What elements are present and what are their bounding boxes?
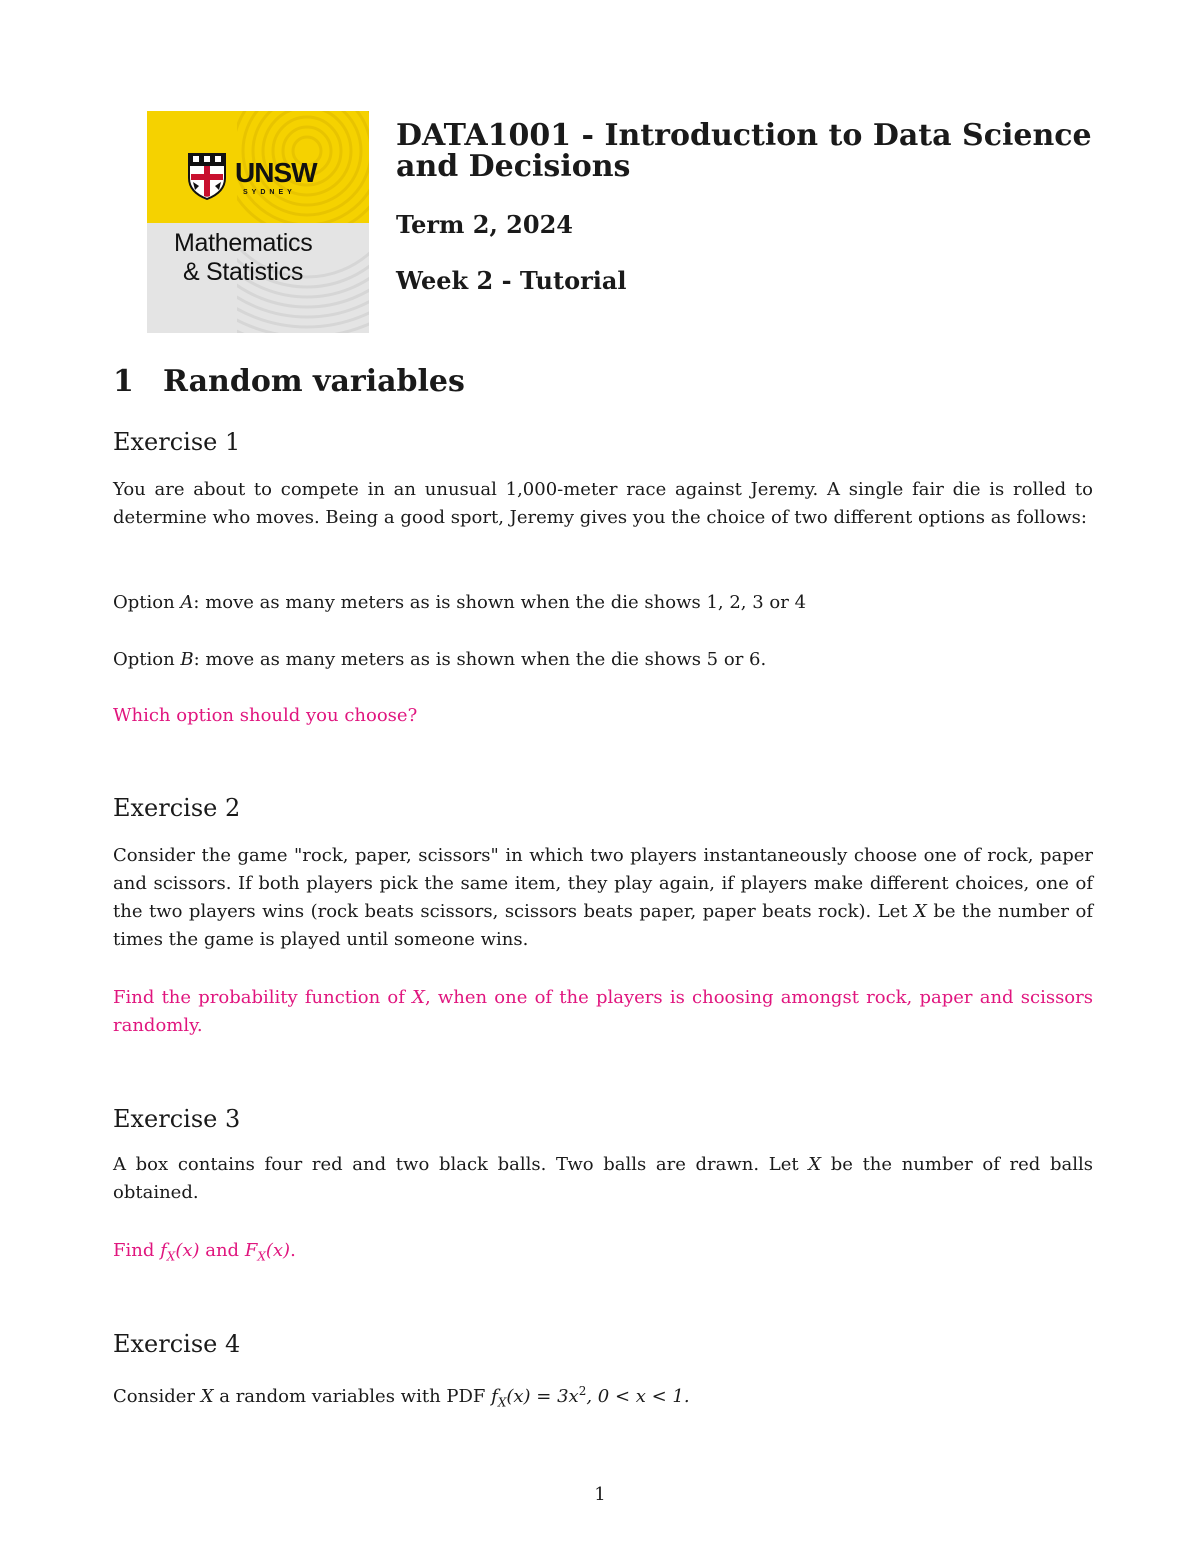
exercise-3-heading: Exercise 3 [113, 1105, 241, 1133]
exercise-2-heading: Exercise 2 [113, 794, 241, 822]
exercise-1-question: Which option should you choose? [113, 705, 418, 726]
week-label: Week 2 - Tutorial [396, 266, 627, 295]
logo-yellow-panel [147, 111, 369, 223]
logo-dept-line2: & Statistics [183, 258, 304, 286]
term-label: Term 2, 2024 [396, 210, 573, 239]
page-number: 1 [594, 1484, 606, 1505]
exercise-1-heading: Exercise 1 [113, 428, 241, 456]
section-number: 1 [113, 364, 134, 399]
logo-unsw-text: UNSW [235, 157, 317, 188]
unsw-logo [147, 111, 369, 333]
section-heading [113, 364, 465, 399]
exercise-1-option-b: Option B: move as many meters as is shown when the die shows 5 or 6. [113, 649, 767, 670]
exercise-2-question: Find the probability function of X, when one of the players is choosing amongst rock, paper and scissors randomly. [113, 987, 1093, 1036]
logo-sydney-text: SYDNEY [243, 189, 296, 196]
logo-dept-line1: Mathematics [174, 229, 313, 257]
unsw-crest-icon [187, 152, 227, 200]
exercise-4-heading: Exercise 4 [113, 1330, 241, 1358]
exercise-3-intro: A box contains four red and two black balls. Two balls are drawn. Let X be the number of red balls obtained. [113, 1154, 1093, 1203]
section-title: Random variables [163, 364, 465, 399]
exercise-4-text: Consider X a random variables with PDF $f_X(x) = 3x^2$, 0 < x < 1. [113, 1384, 690, 1410]
document-title: DATA1001 - Introduction to Data Science and Decisions [396, 118, 1092, 184]
exercise-1-intro: You are about to compete in an unusual 1,000-meter race against Jeremy. A single fair die is rolled to determine who moves. Being a good sport, Jeremy gives you the choice of two different options as follows: [113, 479, 1093, 528]
exercise-1-option-a: Option A: move as many meters as is shown when the die shows 1, 2, 3 or 4 [113, 592, 807, 613]
exercise-3-question: Find $f_X(x)$ and $F_X(x)$. [113, 1240, 296, 1264]
exercise-2-intro: Consider the game "rock, paper, scissors" in which two players instantaneously choose one of rock, paper and scissors. If both players pick the same item, they play again, if players make different choices, one of the two players wins (rock beats scissors, scissors beats paper, paper beats rock). Let X be the number of times the game is played until someone wins. [113, 845, 1093, 950]
